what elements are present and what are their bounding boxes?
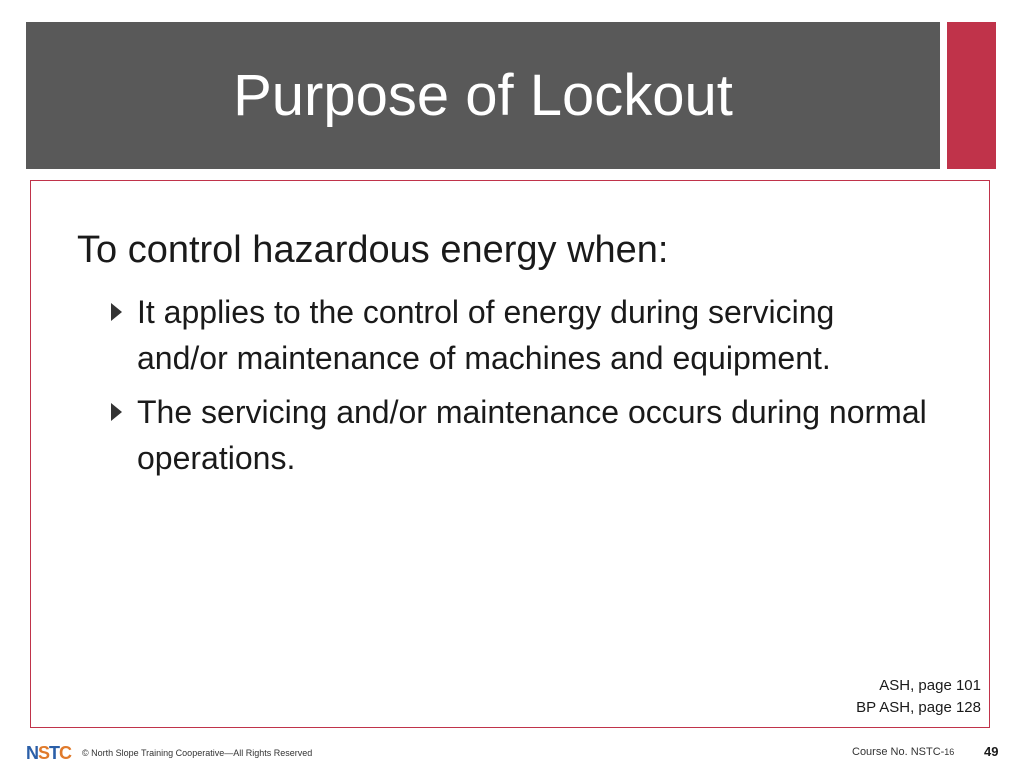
logo-text xyxy=(26,743,71,763)
logo-letter: S xyxy=(38,743,50,763)
bullet-text: It applies to the control of energy during servicing and/or maintenance of machines and equipment. xyxy=(137,294,835,376)
course-id: 16 xyxy=(944,747,955,757)
logo-letter: T xyxy=(49,743,60,763)
reference-line: BP ASH, page 128 xyxy=(856,699,981,716)
bullet-text: The servicing and/or maintenance occurs during normal operations. xyxy=(137,394,927,476)
slide-title xyxy=(26,22,940,169)
logo-letter: N xyxy=(26,743,38,763)
content-box xyxy=(30,180,990,728)
title-bar xyxy=(26,22,940,169)
course-number xyxy=(852,746,954,758)
page-number: 49 xyxy=(984,744,999,759)
accent-bar xyxy=(947,22,996,169)
references xyxy=(856,675,981,719)
copyright-text: © North Slope Training Cooperative—All Rights Reserved xyxy=(82,748,313,758)
bullet-list xyxy=(109,289,929,489)
triangle-bullet-icon xyxy=(111,403,122,421)
slide-title-text: Purpose of Lockout xyxy=(233,63,733,128)
triangle-bullet-icon xyxy=(111,303,122,321)
course-prefix: Course No. NSTC- xyxy=(852,746,945,758)
lead-text: To control hazardous energy when: xyxy=(77,229,669,271)
logo-letter: C xyxy=(59,743,72,763)
reference-line: ASH, page 101 xyxy=(879,677,981,694)
bullet-item xyxy=(109,389,929,481)
bullet-item xyxy=(109,289,929,381)
nstc-logo xyxy=(26,742,84,764)
